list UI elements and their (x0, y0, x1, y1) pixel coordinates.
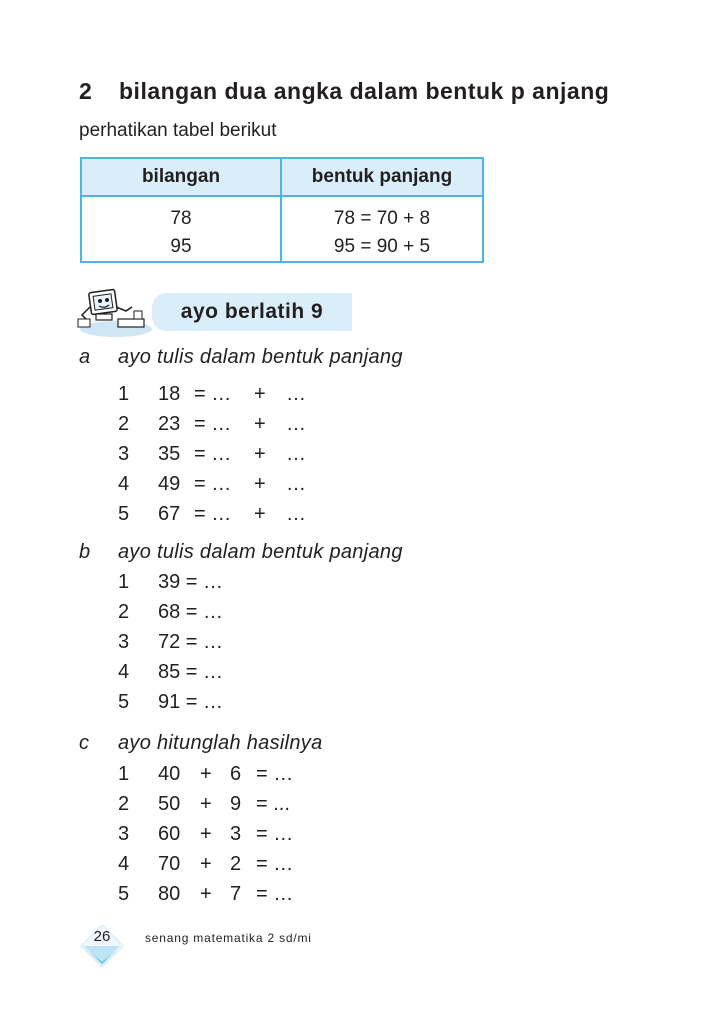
header-bentuk-panjang: bentuk panjang (311, 166, 453, 187)
section-b-letter: b (79, 541, 91, 563)
section-b-title: ayo tulis dalam bentuk panjang (118, 541, 403, 563)
section-a-letter: a (79, 346, 91, 368)
book-title: senang matematika 2 sd/mi (145, 931, 312, 945)
table-cell: 78 = 70 + 8 (333, 208, 431, 229)
section-number: 2 (79, 78, 93, 104)
table-cell: 95 (170, 236, 192, 257)
page-number: 26 (93, 928, 111, 945)
table-header (82, 159, 482, 197)
section-a-title: ayo tulis dalam bentuk panjang (118, 346, 403, 368)
bilangan-column (82, 197, 282, 263)
header-bilangan: bilangan (82, 159, 282, 195)
bentuk-panjang-column (282, 197, 482, 263)
computer-mascot-icon (76, 281, 156, 337)
table-body (82, 197, 482, 263)
exercise-banner: ayo berlatih 9 (152, 293, 352, 331)
section-heading (79, 78, 609, 105)
section-c-title: ayo hitunglah hasilnya (118, 732, 323, 754)
intro-text: perhatikan tabel berikut (79, 120, 277, 141)
section-title: bilangan dua angka dalam bentuk p anjang (119, 78, 610, 104)
example-table (80, 157, 484, 263)
table-cell: 78 (170, 208, 192, 229)
section-c-letter: c (79, 732, 89, 754)
table-cell: 95 = 90 + 5 (333, 236, 431, 257)
